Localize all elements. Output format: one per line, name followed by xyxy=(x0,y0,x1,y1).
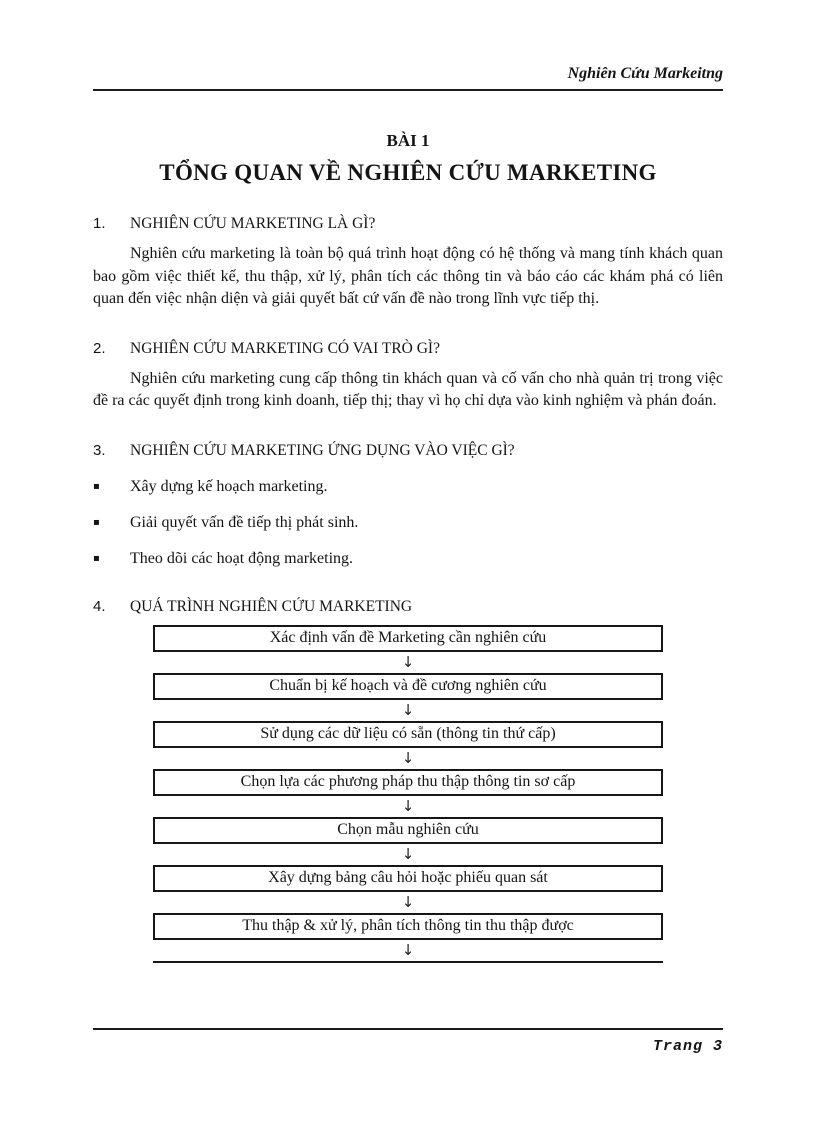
section-1-heading-text: NGHIÊN CỨU MARKETING LÀ GÌ? xyxy=(130,215,376,232)
section-3-heading-text: NGHIÊN CỨU MARKETING ỨNG DỤNG VÀO VIỆC GÌ? xyxy=(130,441,515,459)
flow-step-box: Sử dụng các dữ liệu có sẵn (thông tin thứ cấp) xyxy=(153,721,663,748)
section-2-heading xyxy=(93,338,723,359)
flow-step-box: Xây dựng bảng câu hỏi hoặc phiếu quan sát xyxy=(153,865,663,892)
section-2-heading-text: NGHIÊN CỨU MARKETING CÓ VAI TRÒ GÌ? xyxy=(130,339,440,357)
section-1-number: 1. xyxy=(93,215,106,232)
bullet-text: Giải quyết vấn đề tiếp thị phát sinh. xyxy=(130,513,359,531)
section-1-paragraph: Nghiên cứu marketing là toàn bộ quá trình hoạt động có hệ thống và mang tính khách quan bao gồm việc thiết kế, thu thập, xử lý, phân tích các thông tin và báo cáo các khám phá có liên quan đến việc nhận diện và giải quyết bất cứ vấn đề nào trong lĩnh vực tiếp thị. xyxy=(93,245,723,307)
header-title: Nghiên Cứu Markeitng xyxy=(567,65,723,82)
flowchart-cutoff-line xyxy=(153,961,663,963)
down-arrow-icon: ↓ xyxy=(401,796,415,815)
lesson-number: BÀI 1 xyxy=(386,131,430,150)
down-arrow-icon: ↓ xyxy=(401,940,415,959)
down-arrow-icon: ↓ xyxy=(401,892,415,911)
bullet-text: Xây dựng kế hoạch marketing. xyxy=(130,477,328,495)
section-4-heading-text: QUÁ TRÌNH NGHIÊN CỨU MARKETING xyxy=(130,597,413,615)
square-bullet-icon: ▪ xyxy=(93,552,100,564)
down-arrow-icon: ↓ xyxy=(401,700,415,719)
square-bullet-icon: ▪ xyxy=(93,480,100,492)
list-item xyxy=(93,548,723,569)
flow-step-box: Thu thập & xử lý, phân tích thông tin thu thập được xyxy=(153,913,663,940)
flow-step-box: Chọn mẫu nghiên cứu xyxy=(153,817,663,844)
down-arrow-icon: ↓ xyxy=(401,748,415,767)
list-item xyxy=(93,476,723,497)
page-number: Trang 3 xyxy=(652,1038,723,1055)
page-header xyxy=(93,64,723,91)
section-1-heading xyxy=(93,213,723,234)
section-4-number: 4. xyxy=(93,597,106,615)
section-2-number: 2. xyxy=(93,339,106,357)
section-3-number: 3. xyxy=(93,441,106,459)
flow-step-box: Xác định vấn đề Marketing cần nghiên cứu xyxy=(153,625,663,652)
flow-step-box: Chuẩn bị kế hoạch và đề cương nghiên cứu xyxy=(153,673,663,700)
bullet-text: Theo dõi các hoạt động marketing. xyxy=(130,549,354,567)
section-2-paragraph: Nghiên cứu marketing cung cấp thông tin khách quan và cố vấn cho nhà quản trị trong việc đề ra các quyết định trong kinh doanh, tiếp thị; thay vì họ chỉ dựa vào kinh nghiệm và phán đoán. xyxy=(93,369,723,409)
down-arrow-icon: ↓ xyxy=(401,652,415,671)
page-footer xyxy=(93,1028,723,1055)
list-item xyxy=(93,512,723,533)
research-process-flowchart xyxy=(153,625,663,963)
down-arrow-icon: ↓ xyxy=(401,844,415,863)
section-4-heading xyxy=(93,596,723,617)
page-title: TỔNG QUAN VỀ NGHIÊN CỨU MARKETING xyxy=(159,160,657,185)
flow-step-box: Chọn lựa các phương pháp thu thập thông tin sơ cấp xyxy=(153,769,663,796)
square-bullet-icon: ▪ xyxy=(93,516,100,528)
section-3-heading xyxy=(93,440,723,461)
